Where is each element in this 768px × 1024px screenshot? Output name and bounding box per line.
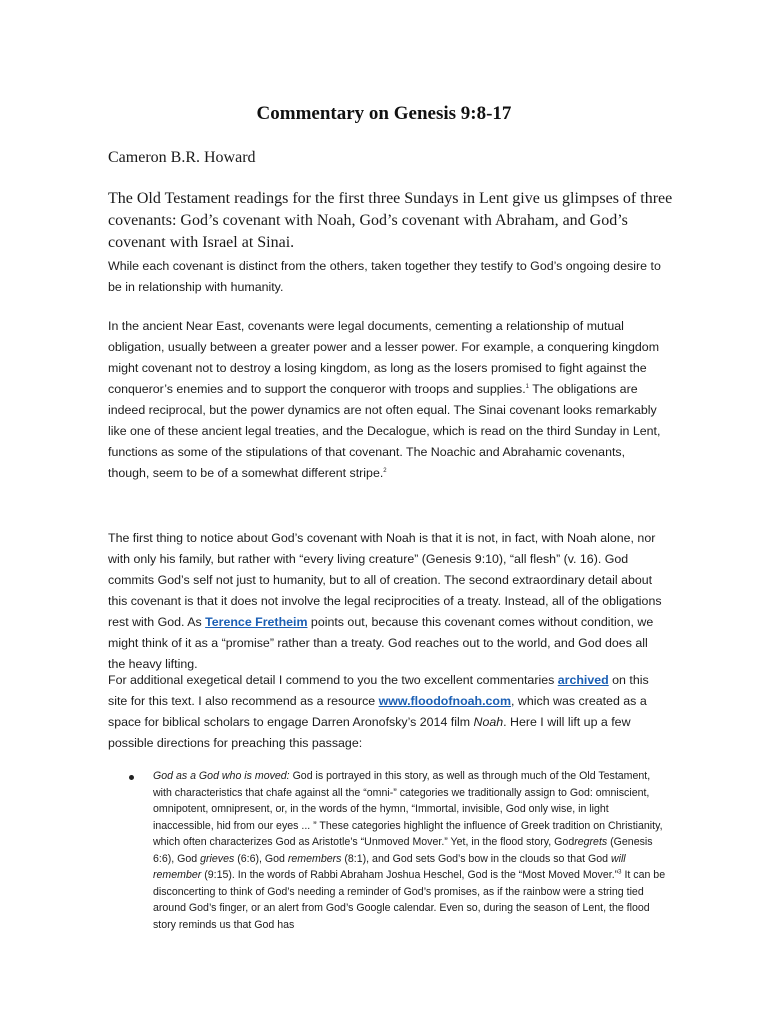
paragraph-noah-covenant (108, 528, 668, 675)
bullet-heading: God as a God who is moved: (153, 770, 290, 782)
intro-paragraph: The Old Testament readings for the first three Sundays in Lent give us glimpses of three covenants: God’s covenant with Noah, God’s covenant with Abraham, and God’s covenant with Israel at Sinai. (108, 190, 673, 251)
paragraph-text: , which was created as a space for biblical scholars to engage Darren Aronofsky’s 2014 film (108, 694, 647, 729)
paragraph-resources (108, 670, 668, 754)
footnote-ref-2[interactable]: 2 (383, 467, 387, 474)
paragraph-covenant-summary: While each covenant is distinct from the others, taken together they testify to God’s ongoing desire to be in relationship with humanity. (108, 259, 661, 294)
bullet-text: God as a God who is moved: God is portrayed in this story, as well as through much of the Old Testament, with characteristics that chafe against all the “omni-” categories we traditionally assign to God: omniscient, omnipotent, omnipresent, or, in the words of the hymn, “Immortal, invisible, God only wise, in light inaccessible, hid from our eyes ... ” These categories highlight the influence of Greek tradition on Christianity, which often characterizes God as Aristotle’s “Unmoved Mover.” Yet, in the flood story, Godregrets (Genesis 6:6), God grieves (6:6), God remembers (8:1), and God sets God’s bow in the clouds so that God will remember (9:15). In the words of Rabbi Abraham Joshua Heschel, God is the “Most Moved Mover.”$^3$ It can be disconcerting to think of God’s needing a reminder of God’s promises, as if the rainbow were a string tied around God’s finger, or an alert from God’s Google calendar. Even so, during the season of Lent, the flood story reminds us that God has (153, 770, 666, 931)
paragraph-text: . Here I will lift up a few possible directions for preaching this passage: (108, 715, 631, 750)
list-item (126, 768, 666, 933)
preaching-directions-list (126, 768, 666, 933)
author-name: Cameron B.R. Howard (108, 149, 256, 166)
film-title: Noah (473, 715, 504, 729)
floodofnoah-link[interactable]: www.floodofnoah.com (378, 694, 512, 708)
paragraph-text: In the ancient Near East, covenants were legal documents, cementing a relationship of mutual obligation, usually between a greater power and a lesser power. For example, a conquering kingdom might covenant not to destroy a losing kingdom, as long as the losers promised to fight against the conqueror’s enemies and to support the conqueror with troops and supplies. (108, 319, 660, 396)
paragraph-text: on this site for this text. I also recommend as a resource (108, 673, 649, 708)
footnote-ref-1[interactable]: 1 (525, 383, 529, 390)
archived-link[interactable]: archived (557, 673, 609, 687)
terence-fretheim-link[interactable]: Terence Fretheim (205, 615, 308, 629)
paragraph-text: The obligations are indeed reciprocal, but the power dynamics are not often equal. The Sinai covenant looks remarkably like one of these ancient legal treaties, and the Decalogue, which is read on the third Sunday in Lent, functions as some of the stipulations of that covenant. The Noachic and Abrahamic covenants, though, seem to be of a somewhat different stripe. (108, 382, 661, 480)
paragraph-ancient-near-east (108, 316, 668, 484)
paragraph-text: points out, because this covenant comes without condition, we might think of it as a “promise” rather than a treaty. God reaches out to the world, and God does all the heavy lifting. (108, 615, 654, 671)
footnote-ref-3[interactable]: 3 (618, 869, 622, 876)
paragraph-text: For additional exegetical detail I commend to you the two excellent commentaries (108, 673, 558, 687)
paragraph-text: The first thing to notice about God’s covenant with Noah is that it is not, in fact, with Noah alone, nor with only his family, but rather with “every living creature” (Genesis 9:10), “all flesh” (v. 16). God commits God’s self not just to humanity, but to all of creation. The second extraordinary detail about this covenant is that it does not involve the legal reciprocities of a treaty. Instead, all of the obligations rest with God. As (108, 531, 662, 629)
page-title: Commentary on Genesis 9:8-17 (256, 103, 512, 124)
bullet-icon (129, 775, 134, 780)
